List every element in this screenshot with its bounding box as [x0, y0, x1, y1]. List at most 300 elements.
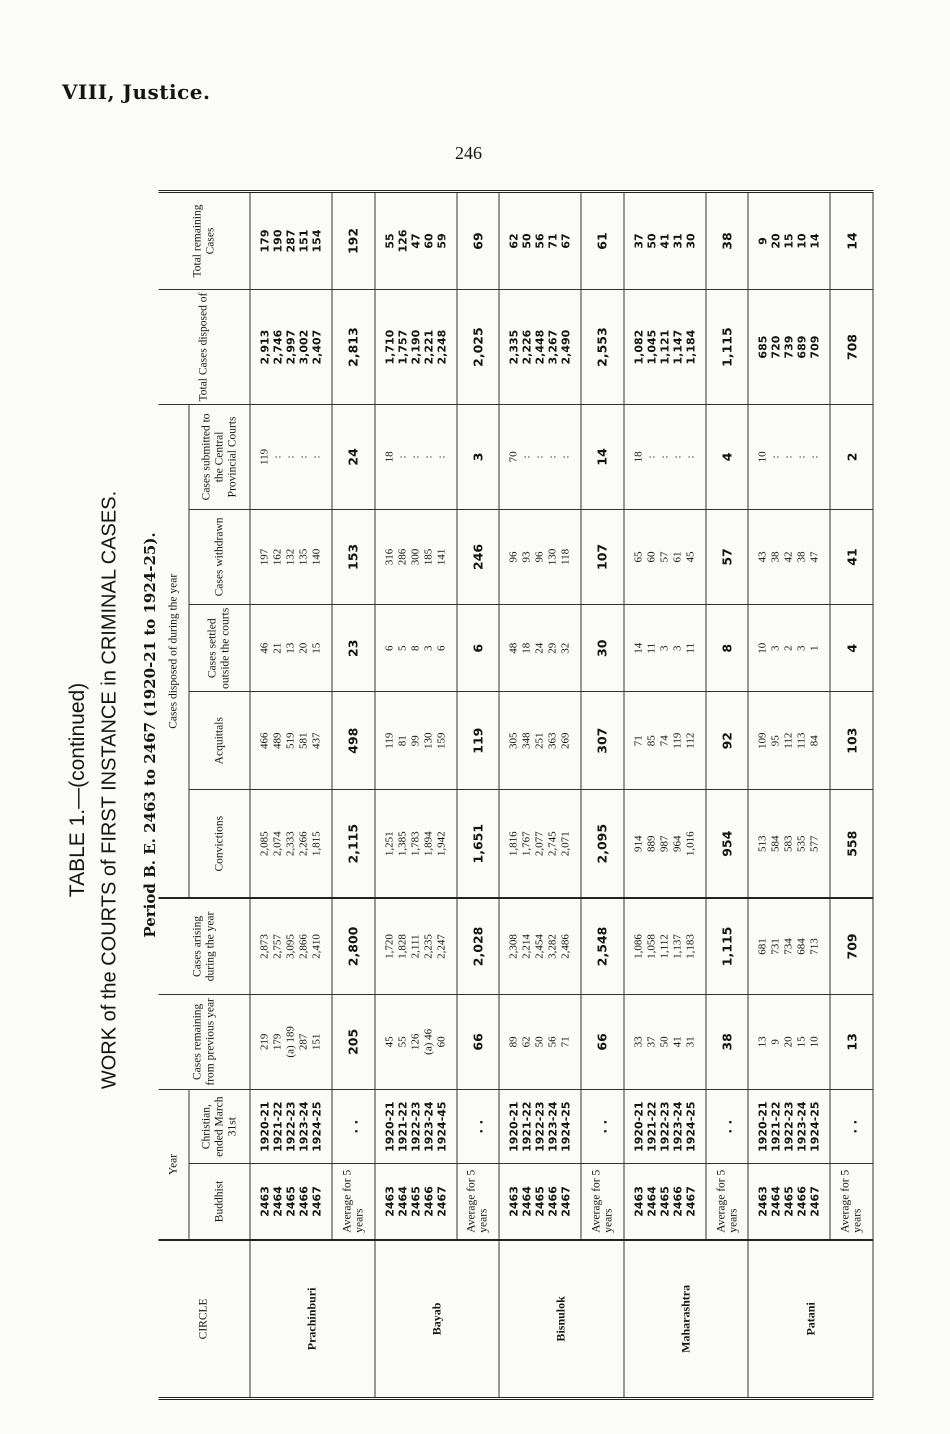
- value-christian: 1923-24: [422, 1101, 436, 1152]
- value-christian: 1922-23: [782, 1101, 796, 1152]
- col-remaining-prev: Cases remaining from previous year: [159, 994, 251, 1090]
- value-settled: 13: [284, 642, 297, 654]
- value-convictions: 1,767: [520, 831, 533, 857]
- value-convictions: 1,783: [409, 831, 422, 857]
- value-withdrawn: 197: [258, 548, 271, 566]
- value-total-disposed: 1,147: [671, 329, 685, 365]
- value-withdrawn: 96: [507, 551, 520, 563]
- average-submitted: 2: [830, 405, 873, 509]
- average-dots: . .: [830, 1090, 873, 1164]
- value-acquittals: 95: [769, 735, 782, 747]
- value-total-disposed: 1,757: [396, 329, 410, 365]
- value-withdrawn: 141: [435, 548, 448, 566]
- value-buddhist: 2465: [658, 1186, 672, 1217]
- average-settled: 23: [332, 605, 375, 692]
- average-convictions: 954: [706, 790, 749, 899]
- value-remaining-prev: 287: [297, 1033, 310, 1051]
- average-settled: 30: [581, 605, 624, 692]
- value-buddhist: 2467: [310, 1186, 324, 1217]
- col-total-disposed: Total Cases disposed of: [159, 289, 251, 404]
- value-settled: 1: [808, 645, 821, 652]
- value-convictions: 1,942: [435, 831, 448, 857]
- cell-settled: [624, 605, 706, 692]
- value-remaining-prev: 31: [684, 1036, 697, 1048]
- value-withdrawn: 60: [645, 551, 658, 563]
- value-total-remaining: 10: [795, 233, 809, 249]
- value-convictions: 1,894: [422, 831, 435, 857]
- average-convictions: 1,651: [457, 790, 500, 899]
- cell-arising: [748, 898, 830, 994]
- average-arising: 1,115: [706, 898, 749, 994]
- value-settled: 5: [396, 645, 409, 652]
- criminal-cases-table-wrapper: [159, 190, 874, 1400]
- value-settled: 11: [684, 642, 697, 654]
- table-title: TABLE 1.—(continued): [66, 682, 89, 898]
- table-body: [250, 192, 873, 1399]
- value-total-remaining: 50: [645, 233, 659, 249]
- value-withdrawn: 162: [271, 548, 284, 566]
- circle-row-0: [250, 192, 332, 1399]
- value-submitted: :: [533, 455, 546, 459]
- value-settled: 3: [422, 645, 435, 652]
- average-dots: . .: [706, 1090, 749, 1164]
- value-buddhist: 2465: [782, 1186, 796, 1217]
- cell-total-remaining: [624, 192, 706, 290]
- value-submitted: :: [671, 455, 684, 459]
- col-submitted: Cases submitted to the Central Provincial Courts: [189, 405, 250, 509]
- average-acquittals: 498: [332, 692, 375, 790]
- value-acquittals: 74: [658, 735, 671, 747]
- average-arising: 709: [830, 898, 873, 994]
- col-settled: Cases settled outside the courts: [189, 605, 250, 692]
- value-remaining-prev: 20: [782, 1036, 795, 1048]
- value-christian: 1922-23: [533, 1101, 547, 1152]
- cell-arising: [375, 898, 457, 994]
- value-buddhist: 2467: [559, 1186, 573, 1217]
- value-christian: 1923-24: [671, 1101, 685, 1152]
- average-settled: 4: [830, 605, 873, 692]
- value-buddhist: 2466: [422, 1186, 436, 1217]
- value-remaining-prev: 50: [658, 1036, 671, 1048]
- value-christian: 1920-21: [507, 1101, 521, 1152]
- average-withdrawn: 107: [581, 509, 624, 605]
- value-arising: 2,247: [435, 934, 448, 959]
- value-christian: 1922-23: [658, 1101, 672, 1152]
- period-line: Period B. E. 2463 to 2467 (1920-21 to 1924-25).: [141, 532, 159, 938]
- average-label: Average for 5 years: [457, 1164, 500, 1240]
- value-total-remaining: 62: [507, 233, 521, 249]
- value-total-remaining: 47: [409, 233, 423, 249]
- value-total-remaining: 60: [422, 233, 436, 249]
- average-remaining-prev: 205: [332, 994, 375, 1090]
- value-buddhist: 2464: [520, 1186, 534, 1217]
- value-settled: 24: [533, 642, 546, 654]
- value-christian: 1921-22: [645, 1101, 659, 1152]
- average-dots: . .: [581, 1090, 624, 1164]
- value-christian: 1920-21: [632, 1101, 646, 1152]
- circle-name: Patani: [748, 1240, 873, 1399]
- cell-acquittals: [748, 692, 830, 790]
- value-acquittals: 251: [533, 732, 546, 749]
- average-withdrawn: 41: [830, 509, 873, 605]
- value-withdrawn: 130: [546, 548, 559, 566]
- circle-row-2: [499, 192, 581, 1399]
- cell-submitted: [499, 405, 581, 509]
- cell-submitted: [375, 405, 457, 509]
- value-total-remaining: 151: [297, 229, 311, 253]
- value-buddhist: 2467: [435, 1186, 449, 1217]
- cell-total-disposed: [375, 289, 457, 404]
- value-total-disposed: 2,248: [435, 329, 449, 365]
- value-total-disposed: 3,002: [297, 329, 311, 365]
- value-convictions: 1,251: [383, 831, 396, 857]
- cell-christian: [499, 1090, 581, 1164]
- value-arising: 713: [808, 938, 821, 955]
- cell-total-remaining: [375, 192, 457, 290]
- value-total-remaining: 190: [271, 229, 285, 253]
- cell-acquittals: [499, 692, 581, 790]
- value-arising: 2,486: [559, 934, 572, 959]
- col-buddhist: Buddhist: [189, 1164, 250, 1240]
- cell-withdrawn: [250, 509, 332, 605]
- value-acquittals: 81: [396, 735, 409, 747]
- average-remaining-prev: 66: [457, 994, 500, 1090]
- value-convictions: 2,085: [258, 831, 271, 857]
- value-settled: 32: [559, 642, 572, 654]
- cell-convictions: [748, 790, 830, 899]
- cell-buddhist: [624, 1164, 706, 1240]
- value-convictions: 577: [808, 835, 821, 852]
- value-buddhist: 2467: [684, 1186, 698, 1217]
- average-remaining-prev: 13: [830, 994, 873, 1090]
- value-remaining-prev: 71: [559, 1036, 572, 1048]
- value-total-remaining: 14: [808, 233, 822, 249]
- value-arising: 1,183: [684, 934, 697, 959]
- value-withdrawn: 65: [632, 551, 645, 563]
- average-settled: 6: [457, 605, 500, 692]
- value-convictions: 584: [769, 835, 782, 852]
- value-total-disposed: 2,490: [559, 329, 573, 365]
- cell-total-disposed: [624, 289, 706, 404]
- value-buddhist: 2464: [271, 1186, 285, 1217]
- average-label: Average for 5 years: [830, 1164, 873, 1240]
- average-row-1: [457, 192, 500, 1399]
- value-withdrawn: 93: [520, 551, 533, 563]
- cell-withdrawn: [624, 509, 706, 605]
- value-submitted: 119: [258, 448, 271, 465]
- cell-total-remaining: [748, 192, 830, 290]
- value-remaining-prev: (a) 189: [284, 1026, 297, 1058]
- value-submitted: :: [271, 455, 284, 459]
- value-total-disposed: 2,997: [284, 329, 298, 365]
- value-total-remaining: 30: [684, 233, 698, 249]
- average-convictions: 558: [830, 790, 873, 899]
- value-acquittals: 519: [284, 732, 297, 749]
- value-arising: 3,282: [546, 934, 559, 959]
- value-acquittals: 84: [808, 735, 821, 747]
- value-withdrawn: 38: [769, 551, 782, 563]
- value-remaining-prev: 55: [396, 1036, 409, 1048]
- value-withdrawn: 38: [795, 551, 808, 563]
- value-settled: 8: [409, 645, 422, 652]
- value-total-disposed: 2,221: [422, 329, 436, 365]
- value-total-remaining: 67: [559, 233, 573, 249]
- cell-acquittals: [375, 692, 457, 790]
- cell-total-disposed: [250, 289, 332, 404]
- value-submitted: :: [520, 455, 533, 459]
- value-total-disposed: 2,746: [271, 329, 285, 365]
- cell-submitted: [250, 405, 332, 509]
- circle-name: Prachinburi: [250, 1240, 375, 1399]
- value-buddhist: 2463: [258, 1186, 272, 1217]
- circle-row-1: [375, 192, 457, 1399]
- value-christian: 1921-22: [271, 1101, 285, 1152]
- cell-christian: [250, 1090, 332, 1164]
- cell-total-remaining: [499, 192, 581, 290]
- average-acquittals: 92: [706, 692, 749, 790]
- cell-acquittals: [624, 692, 706, 790]
- cell-remaining-prev: [250, 994, 332, 1090]
- value-convictions: 964: [671, 835, 684, 852]
- value-remaining-prev: 62: [520, 1036, 533, 1048]
- value-acquittals: 269: [559, 732, 572, 749]
- average-remaining-prev: 38: [706, 994, 749, 1090]
- value-convictions: 987: [658, 835, 671, 852]
- value-total-disposed: 2,226: [520, 329, 534, 365]
- value-total-remaining: 56: [533, 233, 547, 249]
- average-convictions: 2,095: [581, 790, 624, 899]
- value-buddhist: 2467: [808, 1186, 822, 1217]
- value-christian: 1924-25: [684, 1101, 698, 1152]
- value-christian: 1923-24: [795, 1101, 809, 1152]
- cell-christian: [748, 1090, 830, 1164]
- value-total-remaining: 41: [658, 233, 672, 249]
- value-acquittals: 437: [310, 732, 323, 749]
- value-submitted: :: [769, 455, 782, 459]
- value-convictions: 1,816: [507, 831, 520, 857]
- value-acquittals: 71: [632, 735, 645, 747]
- value-acquittals: 305: [507, 732, 520, 749]
- cell-remaining-prev: [499, 994, 581, 1090]
- value-remaining-prev: 56: [546, 1036, 559, 1048]
- col-total-remaining: Total remaining Cases: [159, 192, 251, 290]
- value-remaining-prev: 13: [756, 1036, 769, 1048]
- value-submitted: :: [658, 455, 671, 459]
- value-total-remaining: 287: [284, 229, 298, 253]
- value-total-remaining: 154: [310, 229, 324, 253]
- value-arising: 1,720: [383, 934, 396, 959]
- value-remaining-prev: 33: [632, 1036, 645, 1048]
- cell-remaining-prev: [624, 994, 706, 1090]
- cell-settled: [499, 605, 581, 692]
- value-christian: 1924-25: [310, 1101, 324, 1152]
- value-settled: 3: [671, 645, 684, 652]
- value-total-remaining: 20: [769, 233, 783, 249]
- average-total-remaining: 69: [457, 192, 500, 290]
- value-submitted: :: [782, 455, 795, 459]
- cell-withdrawn: [748, 509, 830, 605]
- value-total-disposed: 2,190: [409, 329, 423, 365]
- value-convictions: 2,071: [559, 831, 572, 857]
- value-arising: 2,454: [533, 934, 546, 959]
- average-total-remaining: 14: [830, 192, 873, 290]
- value-total-disposed: 1,710: [383, 329, 397, 365]
- value-christian: 1922-23: [284, 1101, 298, 1152]
- average-dots: . .: [457, 1090, 500, 1164]
- value-withdrawn: 286: [396, 548, 409, 566]
- average-submitted: 4: [706, 405, 749, 509]
- value-christian: 1920-21: [258, 1101, 272, 1152]
- value-convictions: 583: [782, 835, 795, 852]
- value-settled: 6: [383, 645, 396, 652]
- value-buddhist: 2465: [409, 1186, 423, 1217]
- value-submitted: :: [284, 455, 297, 459]
- cell-convictions: [499, 790, 581, 899]
- value-withdrawn: 135: [297, 548, 310, 566]
- value-total-disposed: 1,184: [684, 329, 698, 365]
- average-submitted: 3: [457, 405, 500, 509]
- value-total-remaining: 179: [258, 229, 272, 253]
- average-row-3: [706, 192, 749, 1399]
- value-withdrawn: 185: [422, 548, 435, 566]
- average-arising: 2,028: [457, 898, 500, 994]
- value-arising: 2,308: [507, 934, 520, 959]
- value-convictions: 2,745: [546, 831, 559, 857]
- value-convictions: 535: [795, 835, 808, 852]
- value-total-remaining: 31: [671, 233, 685, 249]
- value-arising: 1,828: [396, 934, 409, 959]
- value-total-disposed: 1,045: [645, 329, 659, 365]
- average-submitted: 14: [581, 405, 624, 509]
- value-withdrawn: 45: [684, 551, 697, 563]
- value-buddhist: 2466: [297, 1186, 311, 1217]
- average-dots: . .: [332, 1090, 375, 1164]
- value-withdrawn: 140: [310, 548, 323, 566]
- value-arising: 2,866: [297, 934, 310, 959]
- value-remaining-prev: 9: [769, 1039, 782, 1045]
- value-withdrawn: 43: [756, 551, 769, 563]
- cell-arising: [624, 898, 706, 994]
- value-christian: 1921-22: [396, 1101, 410, 1152]
- col-christian: Christian, ended March 31st: [189, 1090, 250, 1164]
- cell-convictions: [624, 790, 706, 899]
- value-remaining-prev: 37: [645, 1036, 658, 1048]
- col-arising: Cases arising during the year: [159, 898, 251, 994]
- average-settled: 8: [706, 605, 749, 692]
- value-settled: 3: [658, 645, 671, 652]
- value-total-disposed: 2,407: [310, 329, 324, 365]
- value-acquittals: 99: [409, 735, 422, 747]
- cell-settled: [375, 605, 457, 692]
- average-total-disposed: 2,553: [581, 289, 624, 404]
- cell-arising: [250, 898, 332, 994]
- value-arising: 2,873: [258, 934, 271, 959]
- value-submitted: :: [409, 455, 422, 459]
- value-arising: 3,095: [284, 934, 297, 959]
- value-arising: 681: [756, 938, 769, 955]
- value-acquittals: 119: [671, 732, 684, 749]
- value-total-disposed: 2,913: [258, 329, 272, 365]
- value-arising: 1,137: [671, 934, 684, 959]
- value-settled: 2: [782, 645, 795, 652]
- value-buddhist: 2464: [769, 1186, 783, 1217]
- value-total-disposed: 739: [782, 335, 796, 359]
- value-convictions: 914: [632, 835, 645, 852]
- average-arising: 2,800: [332, 898, 375, 994]
- circle-name: Maharashtra: [624, 1240, 749, 1399]
- circle-name: Bisnulok: [499, 1240, 624, 1399]
- cell-buddhist: [250, 1164, 332, 1240]
- value-acquittals: 159: [435, 732, 448, 749]
- value-christian: 1923-24: [546, 1101, 560, 1152]
- value-remaining-prev: (a) 46: [422, 1028, 435, 1055]
- value-total-disposed: 1,121: [658, 329, 672, 365]
- value-withdrawn: 96: [533, 551, 546, 563]
- circle-row-4: [748, 192, 830, 1399]
- value-christian: 1921-22: [769, 1101, 783, 1152]
- value-buddhist: 2464: [645, 1186, 659, 1217]
- table-subtitle: WORK of the COURTS of FIRST INSTANCE in CRIMINAL CASES.: [98, 490, 121, 1090]
- value-buddhist: 2465: [284, 1186, 298, 1217]
- value-settled: 46: [258, 642, 271, 654]
- value-total-remaining: 55: [383, 233, 397, 249]
- value-acquittals: 348: [520, 732, 533, 749]
- value-total-disposed: 3,267: [546, 329, 560, 365]
- value-total-remaining: 15: [782, 233, 796, 249]
- value-submitted: 10: [756, 451, 769, 463]
- value-submitted: :: [435, 455, 448, 459]
- value-acquittals: 581: [297, 732, 310, 749]
- value-acquittals: 119: [383, 732, 396, 749]
- value-christian: 1924-45: [435, 1101, 449, 1152]
- value-buddhist: 2463: [632, 1186, 646, 1217]
- value-acquittals: 112: [684, 732, 697, 749]
- value-total-disposed: 689: [795, 335, 809, 359]
- value-christian: 1924-25: [559, 1101, 573, 1152]
- value-convictions: 513: [756, 835, 769, 852]
- value-acquittals: 113: [795, 732, 808, 749]
- cell-withdrawn: [375, 509, 457, 605]
- average-label: Average for 5 years: [581, 1164, 624, 1240]
- value-remaining-prev: 10: [808, 1036, 821, 1048]
- value-submitted: :: [396, 455, 409, 459]
- value-buddhist: 2465: [533, 1186, 547, 1217]
- value-total-disposed: 720: [769, 335, 783, 359]
- value-buddhist: 2464: [396, 1186, 410, 1217]
- value-remaining-prev: 45: [383, 1036, 396, 1048]
- value-buddhist: 2466: [546, 1186, 560, 1217]
- average-withdrawn: 57: [706, 509, 749, 605]
- cell-convictions: [375, 790, 457, 899]
- page-number: 246: [455, 143, 482, 163]
- average-total-remaining: 192: [332, 192, 375, 290]
- value-acquittals: 489: [271, 732, 284, 749]
- value-submitted: :: [546, 455, 559, 459]
- col-withdrawn: Cases withdrawn: [189, 509, 250, 605]
- section-heading: VIII, Justice.: [62, 80, 211, 104]
- cell-withdrawn: [499, 509, 581, 605]
- value-total-remaining: 9: [756, 237, 770, 245]
- col-disposed-group: Cases disposed of during the year: [159, 405, 190, 899]
- col-year: Year: [159, 1090, 190, 1240]
- value-arising: 734: [782, 938, 795, 955]
- value-total-disposed: 1,082: [632, 329, 646, 365]
- value-christian: 1924-25: [808, 1101, 822, 1152]
- value-remaining-prev: 50: [533, 1036, 546, 1048]
- value-remaining-prev: 41: [671, 1036, 684, 1048]
- value-convictions: 2,266: [297, 831, 310, 857]
- cell-christian: [375, 1090, 457, 1164]
